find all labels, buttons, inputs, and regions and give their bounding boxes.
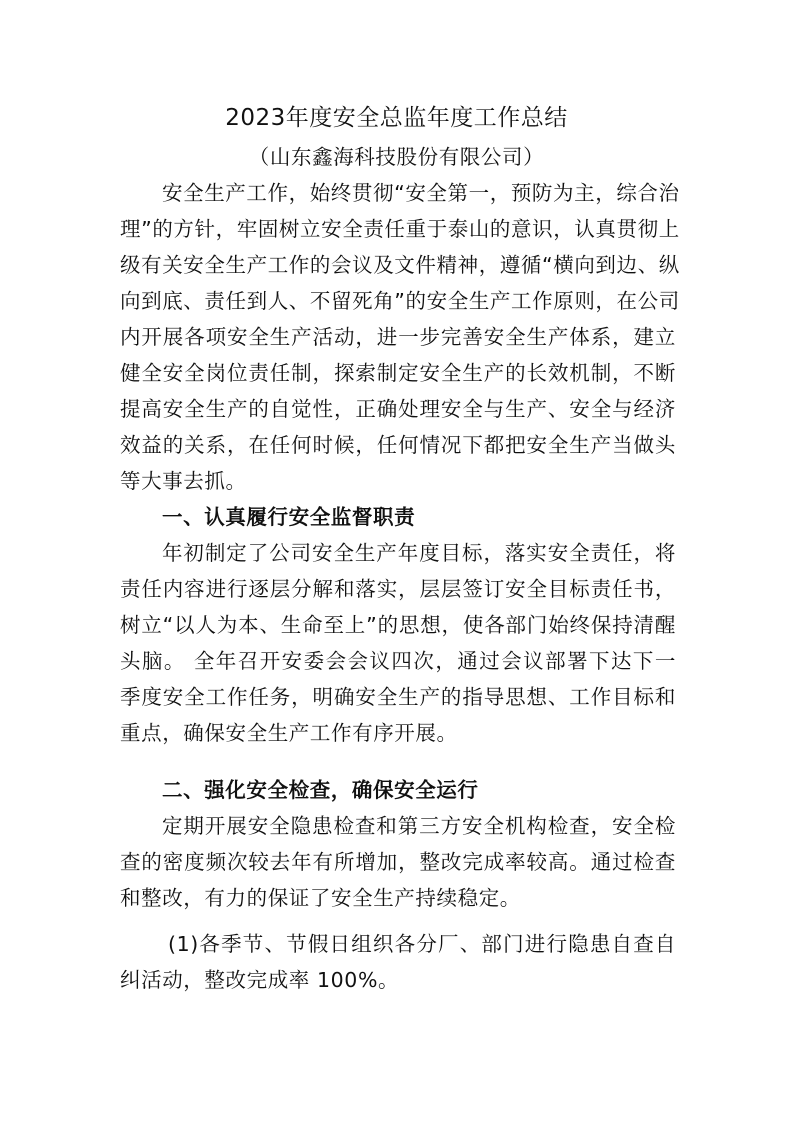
document-subtitle: （山东鑫海科技股份有限公司） <box>248 145 545 169</box>
paragraph-line: 安全生产工作，始终贯彻“安全第一，预防为主，综合治 <box>162 181 680 205</box>
paragraph-line: 理”的方针，牢固树立安全责任重于泰山的意识，认真贯彻上 <box>120 217 680 241</box>
paragraph-line: 查的密度频次较去年有所增加，整改完成率较高。通过检查 <box>120 850 676 874</box>
paragraph-line: 内开展各项安全生产活动，进一步完善安全生产体系，建立 <box>120 325 676 349</box>
paragraph-line: (1)各季节、节假日组织各分厂、部门进行隐患自查自 <box>168 932 676 956</box>
paragraph-line: 提高安全生产的自觉性，正确处理安全与生产、安全与经济 <box>120 397 676 421</box>
section-heading-1: 一、认真履行安全监督职责 <box>162 505 416 529</box>
document-title: 2023年度安全总监年度工作总结 <box>225 105 568 131</box>
paragraph-line: 定期开展安全隐患检查和第三方安全机构检查，安全检 <box>162 814 676 838</box>
paragraph-line: 和整改，有力的保证了安全生产持续稳定。 <box>120 886 521 910</box>
section-heading-2: 二、强化安全检查，确保安全运行 <box>162 778 479 802</box>
paragraph-line: 向到底、责任到人、不留死角”的安全生产工作原则，在公司 <box>120 289 680 313</box>
paragraph-line: 级有关安全生产工作的会议及文件精神，遵循“横向到边、纵 <box>120 253 680 277</box>
paragraph-line: 健全安全岗位责任制，探索制定安全生产的长效机制，不断 <box>120 361 676 385</box>
paragraph-line: 重点，确保安全生产工作有序开展。 <box>120 721 458 745</box>
paragraph-line: 季度安全工作任务，明确安全生产的指导思想、工作目标和 <box>120 685 676 709</box>
paragraph-line: 效益的关系，在任何时候，任何情况下都把安全生产当做头 <box>120 433 676 457</box>
paragraph-line: 等大事去抓。 <box>120 469 247 493</box>
paragraph-line: 年初制定了公司安全生产年度目标，落实安全责任，将 <box>162 541 676 565</box>
paragraph-line: 纠活动，整改完成率 100%。 <box>120 968 400 992</box>
paragraph-line: 责任内容进行逐层分解和落实，层层签订安全目标责任书， <box>120 577 676 601</box>
paragraph-line: 头脑。 全年召开安委会会议四次，通过会议部署下达下一 <box>120 649 676 673</box>
paragraph-line: 树立“以人为本、生命至上”的思想，使各部门始终保持清醒 <box>120 613 676 637</box>
